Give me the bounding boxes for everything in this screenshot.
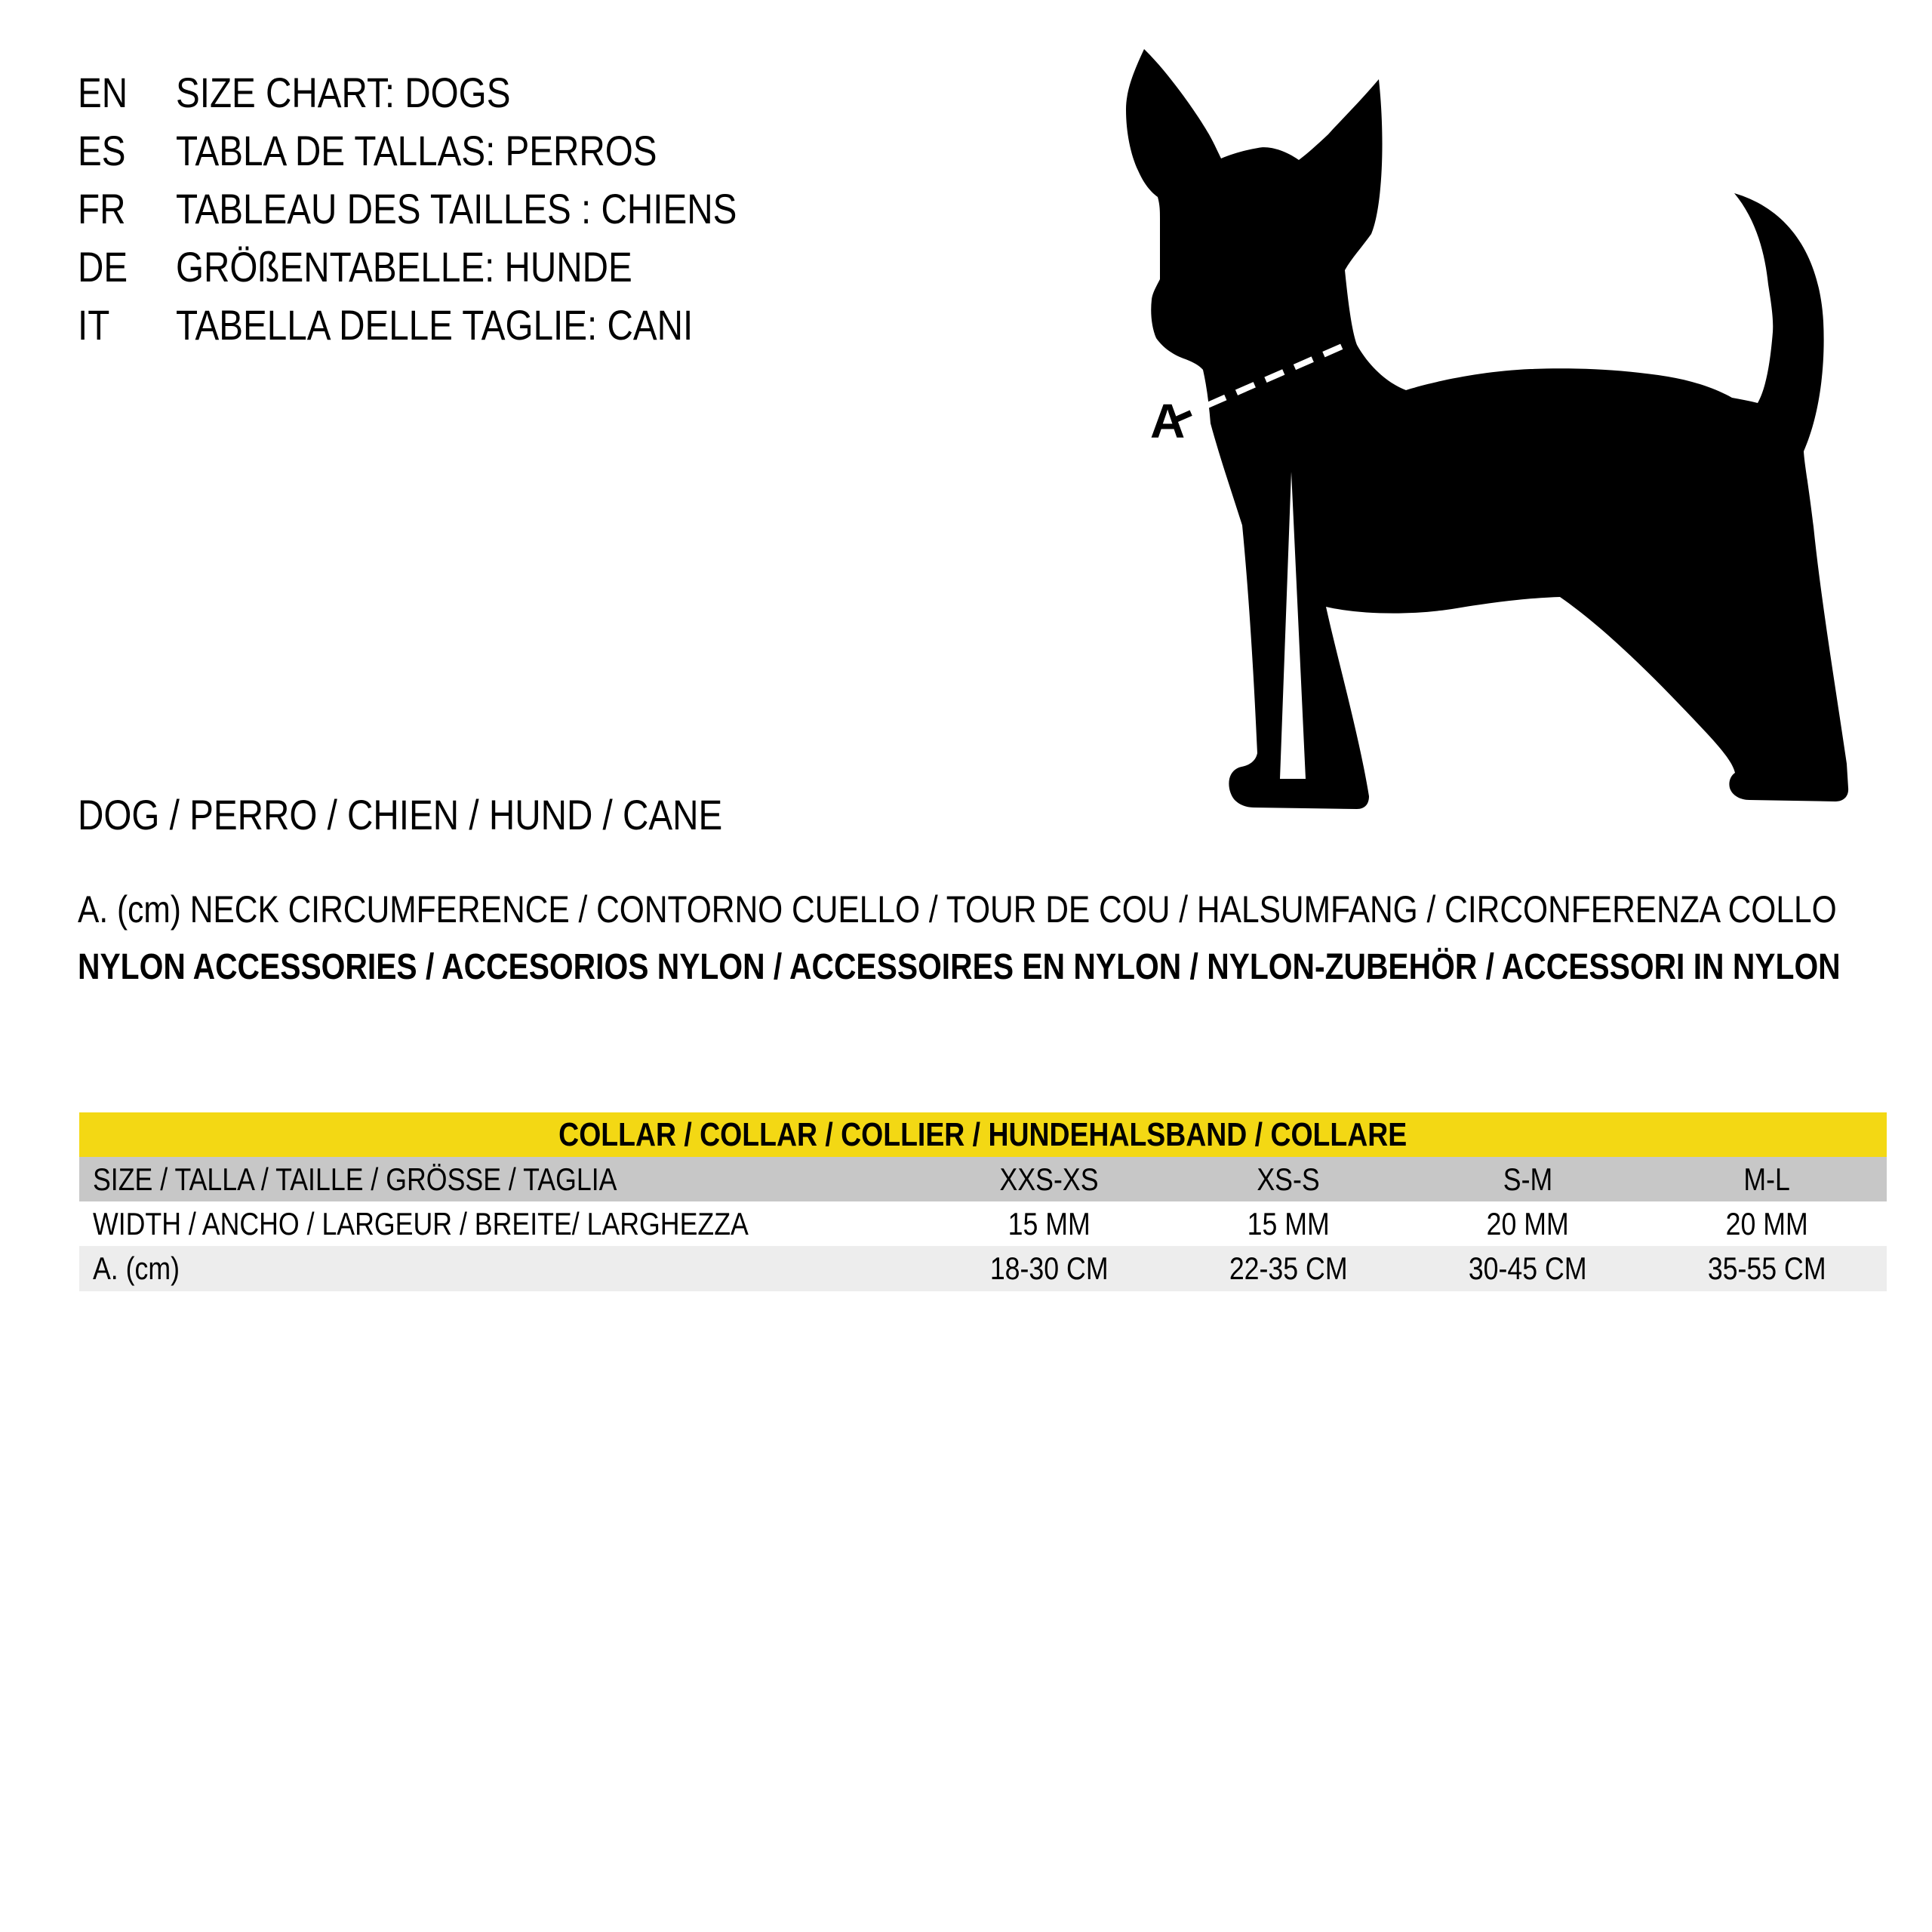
dog-caption: DOG / PERRO / CHIEN / HUND / CANE (78, 791, 723, 838)
row-label: A. (cm) (93, 1251, 180, 1286)
table-row-neck (79, 1246, 1887, 1291)
language-code: DE (78, 243, 128, 291)
size-table (79, 1112, 1887, 1291)
language-label: GRÖßENTABELLE: HUNDE (176, 243, 632, 291)
language-row-fr (78, 180, 836, 238)
cell-width-1: 15 MM (1008, 1205, 1091, 1241)
cell-size-4: M-L (1743, 1161, 1791, 1197)
language-code: IT (78, 301, 110, 349)
cell-width-4: 20 MM (1725, 1205, 1809, 1241)
language-row-de (78, 238, 836, 296)
language-row-es (78, 122, 836, 180)
cell-neck-4: 35-55 CM (1708, 1251, 1826, 1286)
table-title: COLLAR / COLLAR / COLLIER / HUNDEHALSBAND / COLLARE (558, 1115, 1407, 1153)
cell-width-3: 20 MM (1486, 1205, 1570, 1241)
cell-width-2: 15 MM (1247, 1205, 1331, 1241)
language-code: FR (78, 185, 126, 232)
cell-size-1: XXS-XS (1000, 1161, 1099, 1197)
dog-silhouette (1126, 49, 1848, 809)
note-measurement: A. (cm) NECK CIRCUMFERENCE / CONTORNO CUELLO / TOUR DE COU / HALSUMFANG / CIRCONFERENZA COLLO (78, 888, 1837, 931)
table-row-width (79, 1201, 1887, 1246)
row-label: SIZE / TALLA / TAILLE / GRÖSSE / TAGLIA (93, 1161, 617, 1197)
language-row-en (78, 63, 836, 122)
cell-neck-1: 18-30 CM (990, 1251, 1109, 1286)
cell-neck-2: 22-35 CM (1229, 1251, 1348, 1286)
row-label: WIDTH / ANCHO / LARGEUR / BREITE/ LARGHEZZA (93, 1205, 749, 1241)
dog-diagram (1087, 30, 1917, 845)
language-label: TABELLA DELLE TAGLIE: CANI (176, 301, 694, 349)
table-row-size (79, 1157, 1887, 1201)
cell-size-3: S-M (1503, 1161, 1553, 1197)
dog-silhouette-svg (1087, 30, 1917, 845)
language-list (78, 63, 836, 354)
measure-point-label: A (1150, 394, 1186, 448)
note-material: NYLON ACCESSORIES / ACCESORIOS NYLON / ACCESSOIRES EN NYLON / NYLON-ZUBEHÖR / ACCESSORI IN NYLON (78, 947, 1841, 987)
language-label: SIZE CHART: DOGS (176, 69, 511, 116)
table-header-row (79, 1112, 1887, 1157)
cell-neck-3: 30-45 CM (1469, 1251, 1587, 1286)
language-code: ES (78, 127, 126, 174)
language-label: TABLA DE TALLAS: PERROS (176, 127, 657, 174)
cell-size-2: XS-S (1257, 1161, 1321, 1197)
language-code: EN (78, 69, 128, 116)
language-row-it (78, 296, 836, 354)
language-label: TABLEAU DES TAILLES : CHIENS (176, 185, 737, 232)
